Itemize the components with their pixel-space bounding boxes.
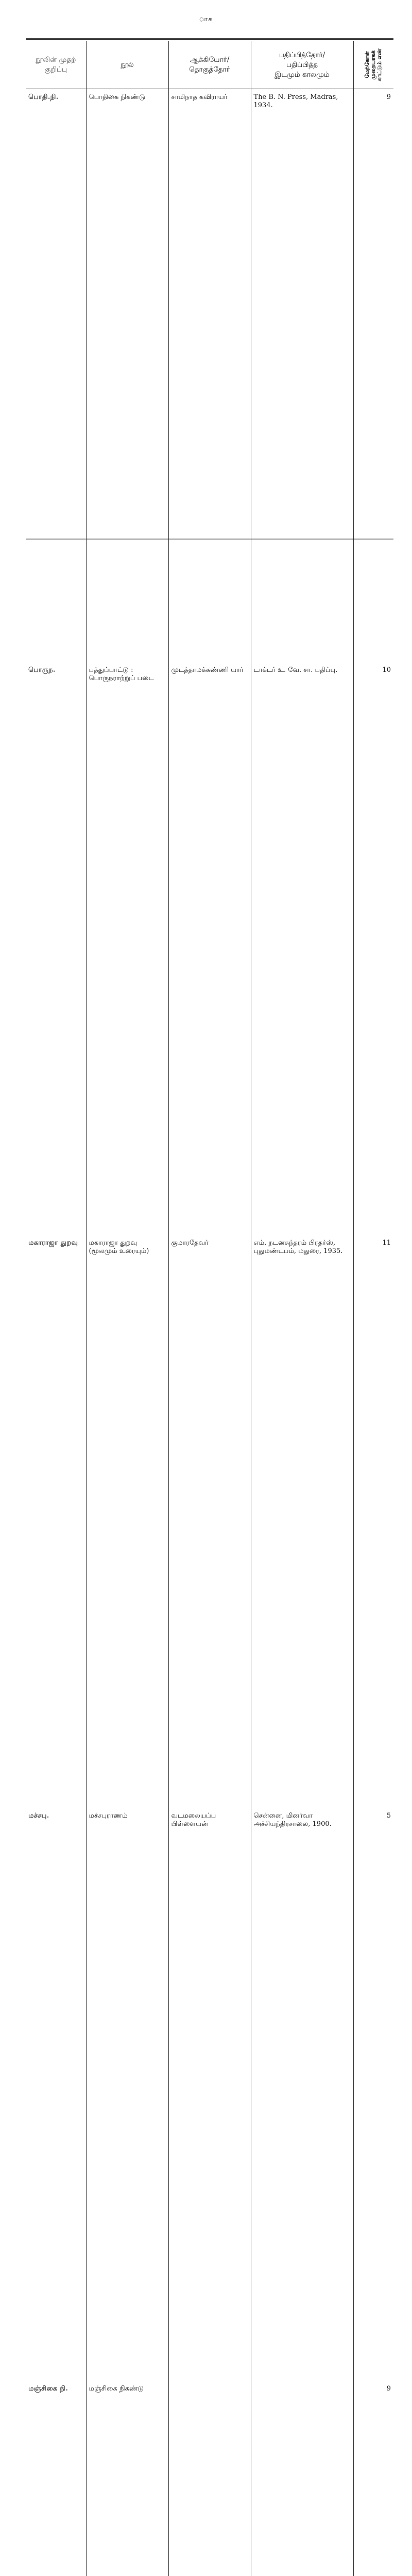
table-row (26, 89, 393, 663)
header-publisher: பதிப்பித்தோர்/ பதிப்பித்த இடமும் காலமும் (251, 41, 353, 89)
title-cell: மஞ்சிகை நிகண்டு (86, 2381, 168, 2576)
table-row (26, 1808, 393, 2381)
author-cell: சாமிநாத கவிராயர் (168, 89, 251, 663)
table-row (26, 2381, 393, 2576)
abbreviation-cell: பொதி.நி. (28, 93, 59, 101)
header-author: ஆக்கியோர்/ தொகுத்தோர் (168, 41, 251, 89)
abbreviation-cell: மஞ்சிகை நி. (28, 2385, 68, 2393)
page-number-cell: 11 (353, 1235, 393, 1808)
publisher-cell: சென்னை, மினர்வா அச்சியந்திரசாலை, 1900. (251, 1808, 353, 2381)
publisher-cell: The B. N. Press, Madras, 1934. (251, 89, 353, 663)
table-row (26, 1235, 393, 1808)
page-number-cell: 10 (353, 662, 393, 1235)
header-abbreviation: நூலின் முதற் குறிப்பு (26, 41, 86, 89)
top-double-rule (26, 38, 393, 40)
publisher-cell (251, 2381, 353, 2576)
table-row (26, 662, 393, 1235)
publisher-cell: எம். நடனசுந்தரம் பிரதர்ஸ், புதுமண்டபம், மதுரை, 1935. (251, 1235, 353, 1808)
header-row (26, 41, 393, 89)
header-page-reference: மேற்கோள் முறையாகக் காட்டும் எண் (353, 41, 393, 89)
title-cell: மச்சபுராணம் (86, 1808, 168, 2381)
page-number-cell: 9 (353, 2381, 393, 2576)
bottom-double-rule (26, 538, 393, 539)
author-cell: முடத்தாமக்கண்ணி யார் (168, 662, 251, 1235)
author-cell: வடமலையப்ப பிள்ளையன் (168, 1808, 251, 2381)
abbreviation-cell: மகாராஜா துறவு (28, 1239, 78, 1247)
abbreviation-cell: மச்சபு. (28, 1812, 49, 1820)
title-cell: பொதிகை நிகண்டு (86, 89, 168, 663)
page-number-cell: 9 (353, 89, 393, 663)
bibliography-table (26, 41, 393, 2576)
page-number-cell: 5 (353, 1808, 393, 2381)
header-title: நூல் (86, 41, 168, 89)
author-cell (168, 2381, 251, 2576)
title-cell: பத்துப்பாட்டு : பொருநராற்றுப் படை (86, 662, 168, 1235)
publisher-cell: டாக்டர் உ. வே. சா. பதிப்பு. (251, 662, 353, 1235)
abbreviation-cell: பொருந. (28, 666, 56, 674)
author-cell: குமாரதேவர் (168, 1235, 251, 1808)
page-number: ாக (199, 15, 213, 23)
title-cell: மகாராஜா துறவு (மூலமும் உரையும்) (86, 1235, 168, 1808)
